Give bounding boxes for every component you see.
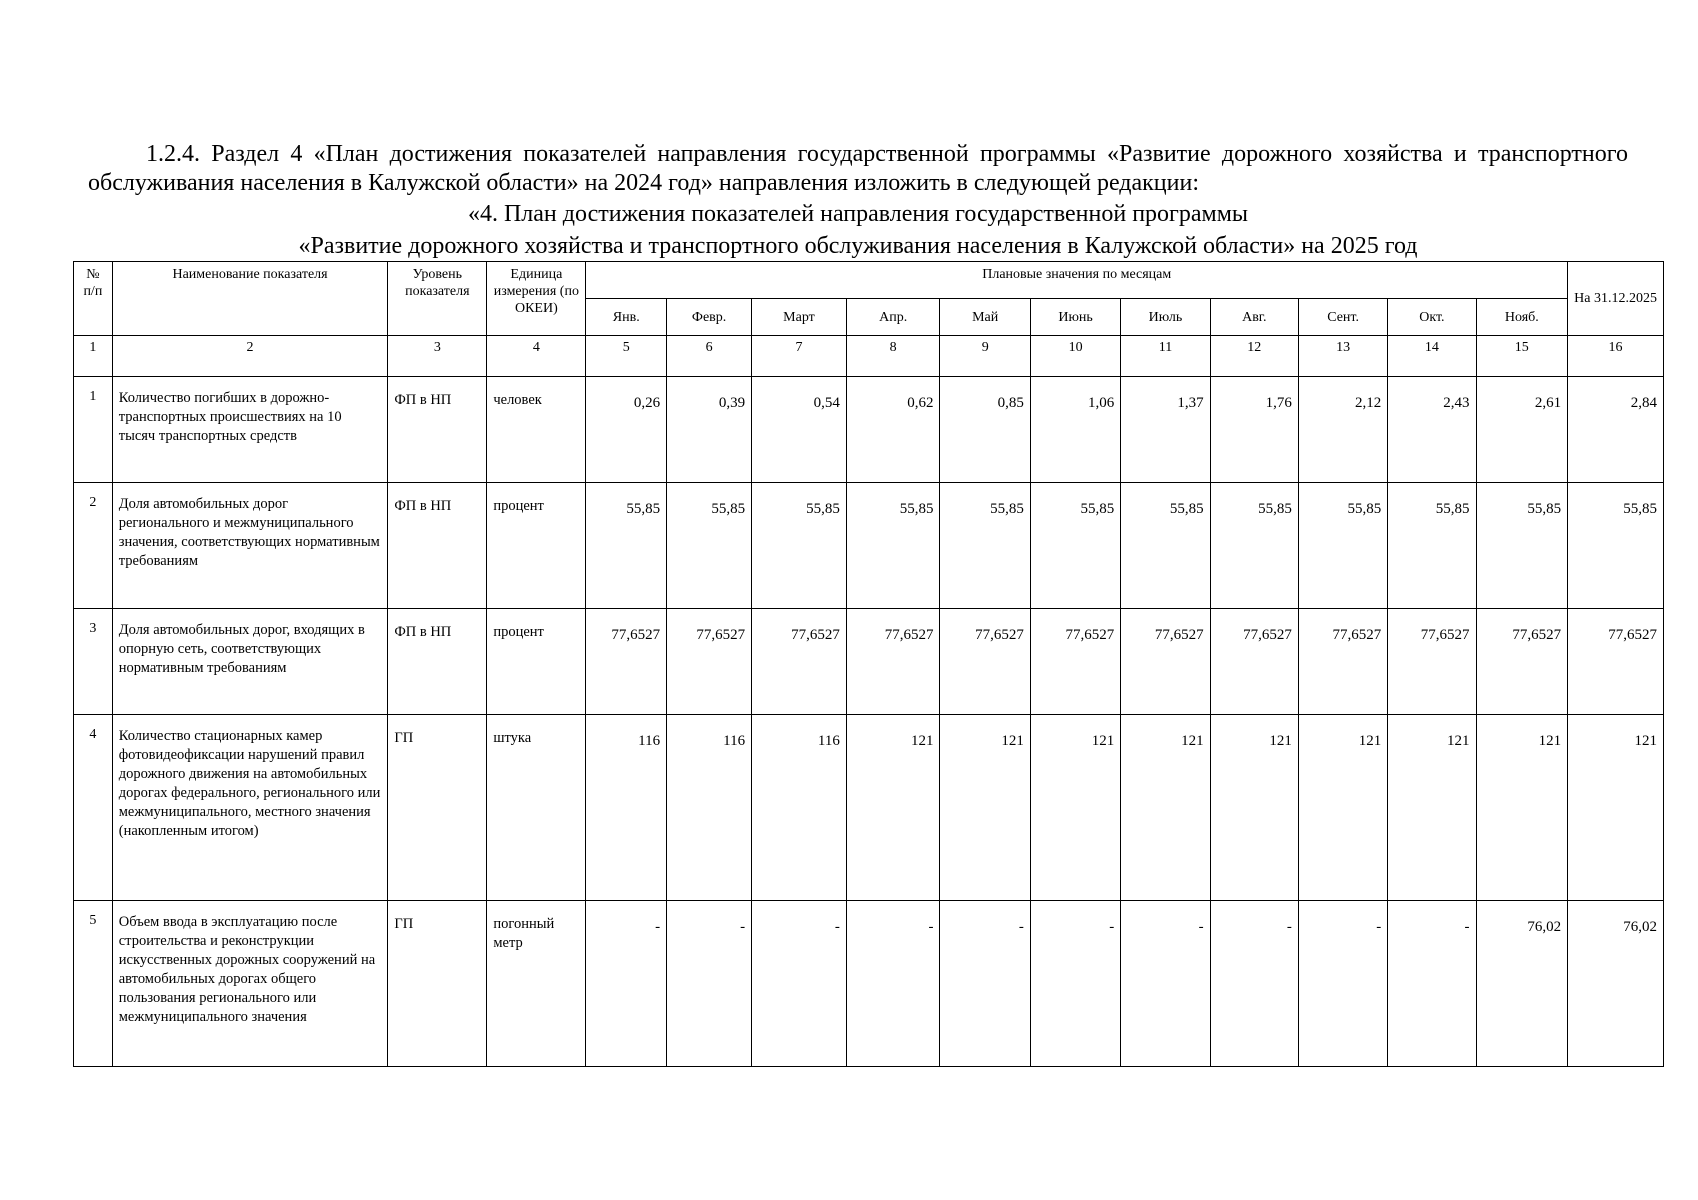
value-cell: 121 xyxy=(1568,715,1664,901)
value-cell: 1,06 xyxy=(1030,377,1120,483)
header-month-may: Май xyxy=(940,299,1030,336)
value-cell: 76,02 xyxy=(1476,901,1568,1067)
value-cell: 77,6527 xyxy=(667,609,752,715)
column-number: 6 xyxy=(667,336,752,377)
value-cell: 121 xyxy=(1476,715,1568,901)
value-cell: 121 xyxy=(1030,715,1120,901)
header-month-oct: Окт. xyxy=(1388,299,1476,336)
value-cell: 77,6527 xyxy=(1298,609,1387,715)
value-cell: 121 xyxy=(1298,715,1387,901)
value-cell: 2,12 xyxy=(1298,377,1387,483)
value-cell: 121 xyxy=(1121,715,1210,901)
value-cell: 0,54 xyxy=(752,377,847,483)
indicator-name: Количество погибших в дорожно-транспортных происшествиях на 10 тысяч транспортных средств xyxy=(112,377,388,483)
value-cell: 77,6527 xyxy=(1030,609,1120,715)
header-month-jan: Янв. xyxy=(586,299,667,336)
value-cell: - xyxy=(667,901,752,1067)
row-number: 5 xyxy=(74,901,113,1067)
value-cell: 55,85 xyxy=(1476,483,1568,609)
value-cell: 77,6527 xyxy=(1388,609,1476,715)
indicator-level: ФП в НП xyxy=(388,483,487,609)
header-month-sep: Сент. xyxy=(1298,299,1387,336)
indicator-name: Доля автомобильных дорог, входящих в опорную сеть, соответствующих нормативным требованиям xyxy=(112,609,388,715)
indicator-name: Количество стационарных камер фотовидеофиксации нарушений правил дорожного движения на автомобильных дорогах федерального, регионального или межмуниципального, местного значения (накопленным итогом) xyxy=(112,715,388,901)
table-row xyxy=(74,377,1664,483)
header-month-mar: Март xyxy=(752,299,847,336)
column-number: 3 xyxy=(388,336,487,377)
column-number: 10 xyxy=(1030,336,1120,377)
column-number: 14 xyxy=(1388,336,1476,377)
value-cell: - xyxy=(846,901,940,1067)
value-cell: - xyxy=(1388,901,1476,1067)
value-cell: 77,6527 xyxy=(752,609,847,715)
value-cell: 55,85 xyxy=(1568,483,1664,609)
column-number: 8 xyxy=(846,336,940,377)
value-cell: 1,37 xyxy=(1121,377,1210,483)
indicator-unit: погонный метр xyxy=(487,901,586,1067)
value-cell: 121 xyxy=(940,715,1030,901)
header-unit: Единица измерения (по ОКЕИ) xyxy=(487,262,586,336)
value-cell: 76,02 xyxy=(1568,901,1664,1067)
value-cell: 116 xyxy=(586,715,667,901)
indicator-unit: процент xyxy=(487,609,586,715)
table-row xyxy=(74,483,1664,609)
indicator-unit: процент xyxy=(487,483,586,609)
row-number: 3 xyxy=(74,609,113,715)
value-cell: 0,39 xyxy=(667,377,752,483)
value-cell: 121 xyxy=(846,715,940,901)
table-row xyxy=(74,901,1664,1067)
value-cell: 77,6527 xyxy=(1568,609,1664,715)
value-cell: 2,43 xyxy=(1388,377,1476,483)
value-cell: 0,62 xyxy=(846,377,940,483)
header-month-jul: Июль xyxy=(1121,299,1210,336)
header-month-nov: Нояб. xyxy=(1476,299,1568,336)
value-cell: - xyxy=(1298,901,1387,1067)
column-number: 12 xyxy=(1210,336,1298,377)
header-end-of-year: На 31.12.2025 xyxy=(1568,262,1664,336)
value-cell: 77,6527 xyxy=(1210,609,1298,715)
indicator-level: ГП xyxy=(388,901,487,1067)
column-number: 13 xyxy=(1298,336,1387,377)
header-num: № п/п xyxy=(74,262,113,336)
table-row xyxy=(74,715,1664,901)
value-cell: 2,84 xyxy=(1568,377,1664,483)
indicator-level: ФП в НП xyxy=(388,377,487,483)
header-indicator-name: Наименование показателя xyxy=(112,262,388,336)
value-cell: 2,61 xyxy=(1476,377,1568,483)
value-cell: - xyxy=(940,901,1030,1067)
value-cell: 77,6527 xyxy=(1476,609,1568,715)
value-cell: 55,85 xyxy=(752,483,847,609)
row-number: 1 xyxy=(74,377,113,483)
value-cell: 121 xyxy=(1388,715,1476,901)
table-row xyxy=(74,609,1664,715)
column-number-row xyxy=(74,336,1664,377)
indicators-plan-table xyxy=(73,261,1664,1067)
value-cell: - xyxy=(586,901,667,1067)
value-cell: 116 xyxy=(667,715,752,901)
value-cell: 121 xyxy=(1210,715,1298,901)
value-cell: - xyxy=(1030,901,1120,1067)
row-number: 2 xyxy=(74,483,113,609)
value-cell: 55,85 xyxy=(667,483,752,609)
column-number: 4 xyxy=(487,336,586,377)
value-cell: 55,85 xyxy=(586,483,667,609)
column-number: 2 xyxy=(112,336,388,377)
column-number: 7 xyxy=(752,336,847,377)
column-number: 5 xyxy=(586,336,667,377)
indicator-unit: штука xyxy=(487,715,586,901)
value-cell: 77,6527 xyxy=(940,609,1030,715)
indicator-level: ФП в НП xyxy=(388,609,487,715)
section-heading-line-2: «Развитие дорожного хозяйства и транспортного обслуживания населения в Калужской области» на 2025 год xyxy=(298,233,1418,259)
header-month-feb: Февр. xyxy=(667,299,752,336)
indicator-level: ГП xyxy=(388,715,487,901)
column-number: 1 xyxy=(74,336,113,377)
value-cell: 55,85 xyxy=(1298,483,1387,609)
intro-paragraph: 1.2.4. Раздел 4 «План достижения показателей направления государственной программы «Развитие дорожного хозяйства и транспортного обслуживания населения в Калужской области» на 2024 год» направления изложить в следующей редакции: xyxy=(88,141,1628,196)
value-cell: 1,76 xyxy=(1210,377,1298,483)
value-cell: 0,26 xyxy=(586,377,667,483)
header-monthly-values: Плановые значения по месяцам xyxy=(586,262,1568,299)
value-cell: 77,6527 xyxy=(586,609,667,715)
header-month-jun: Июнь xyxy=(1030,299,1120,336)
column-number: 15 xyxy=(1476,336,1568,377)
value-cell: 55,85 xyxy=(940,483,1030,609)
value-cell: - xyxy=(1121,901,1210,1067)
value-cell: 55,85 xyxy=(1121,483,1210,609)
value-cell: 55,85 xyxy=(846,483,940,609)
indicator-name: Объем ввода в эксплуатацию после строительства и реконструкции искусственных дорожных сооружений на автомобильных дорогах общего пользования регионального или межмуниципального значения xyxy=(112,901,388,1067)
value-cell: 55,85 xyxy=(1388,483,1476,609)
value-cell: - xyxy=(1210,901,1298,1067)
value-cell: 77,6527 xyxy=(1121,609,1210,715)
value-cell: 116 xyxy=(752,715,847,901)
value-cell: 77,6527 xyxy=(846,609,940,715)
section-heading-line-1: «4. План достижения показателей направления государственной программы xyxy=(467,201,1249,227)
indicator-unit: человек xyxy=(487,377,586,483)
indicator-name: Доля автомобильных дорог регионального и межмуниципального значения, соответствующих нормативным требованиям xyxy=(112,483,388,609)
value-cell: 55,85 xyxy=(1210,483,1298,609)
value-cell: 55,85 xyxy=(1030,483,1120,609)
column-number: 16 xyxy=(1568,336,1664,377)
value-cell: - xyxy=(752,901,847,1067)
header-month-aug: Авг. xyxy=(1210,299,1298,336)
column-number: 11 xyxy=(1121,336,1210,377)
row-number: 4 xyxy=(74,715,113,901)
column-number: 9 xyxy=(940,336,1030,377)
header-month-apr: Апр. xyxy=(846,299,940,336)
header-level: Уровень показателя xyxy=(388,262,487,336)
value-cell: 0,85 xyxy=(940,377,1030,483)
